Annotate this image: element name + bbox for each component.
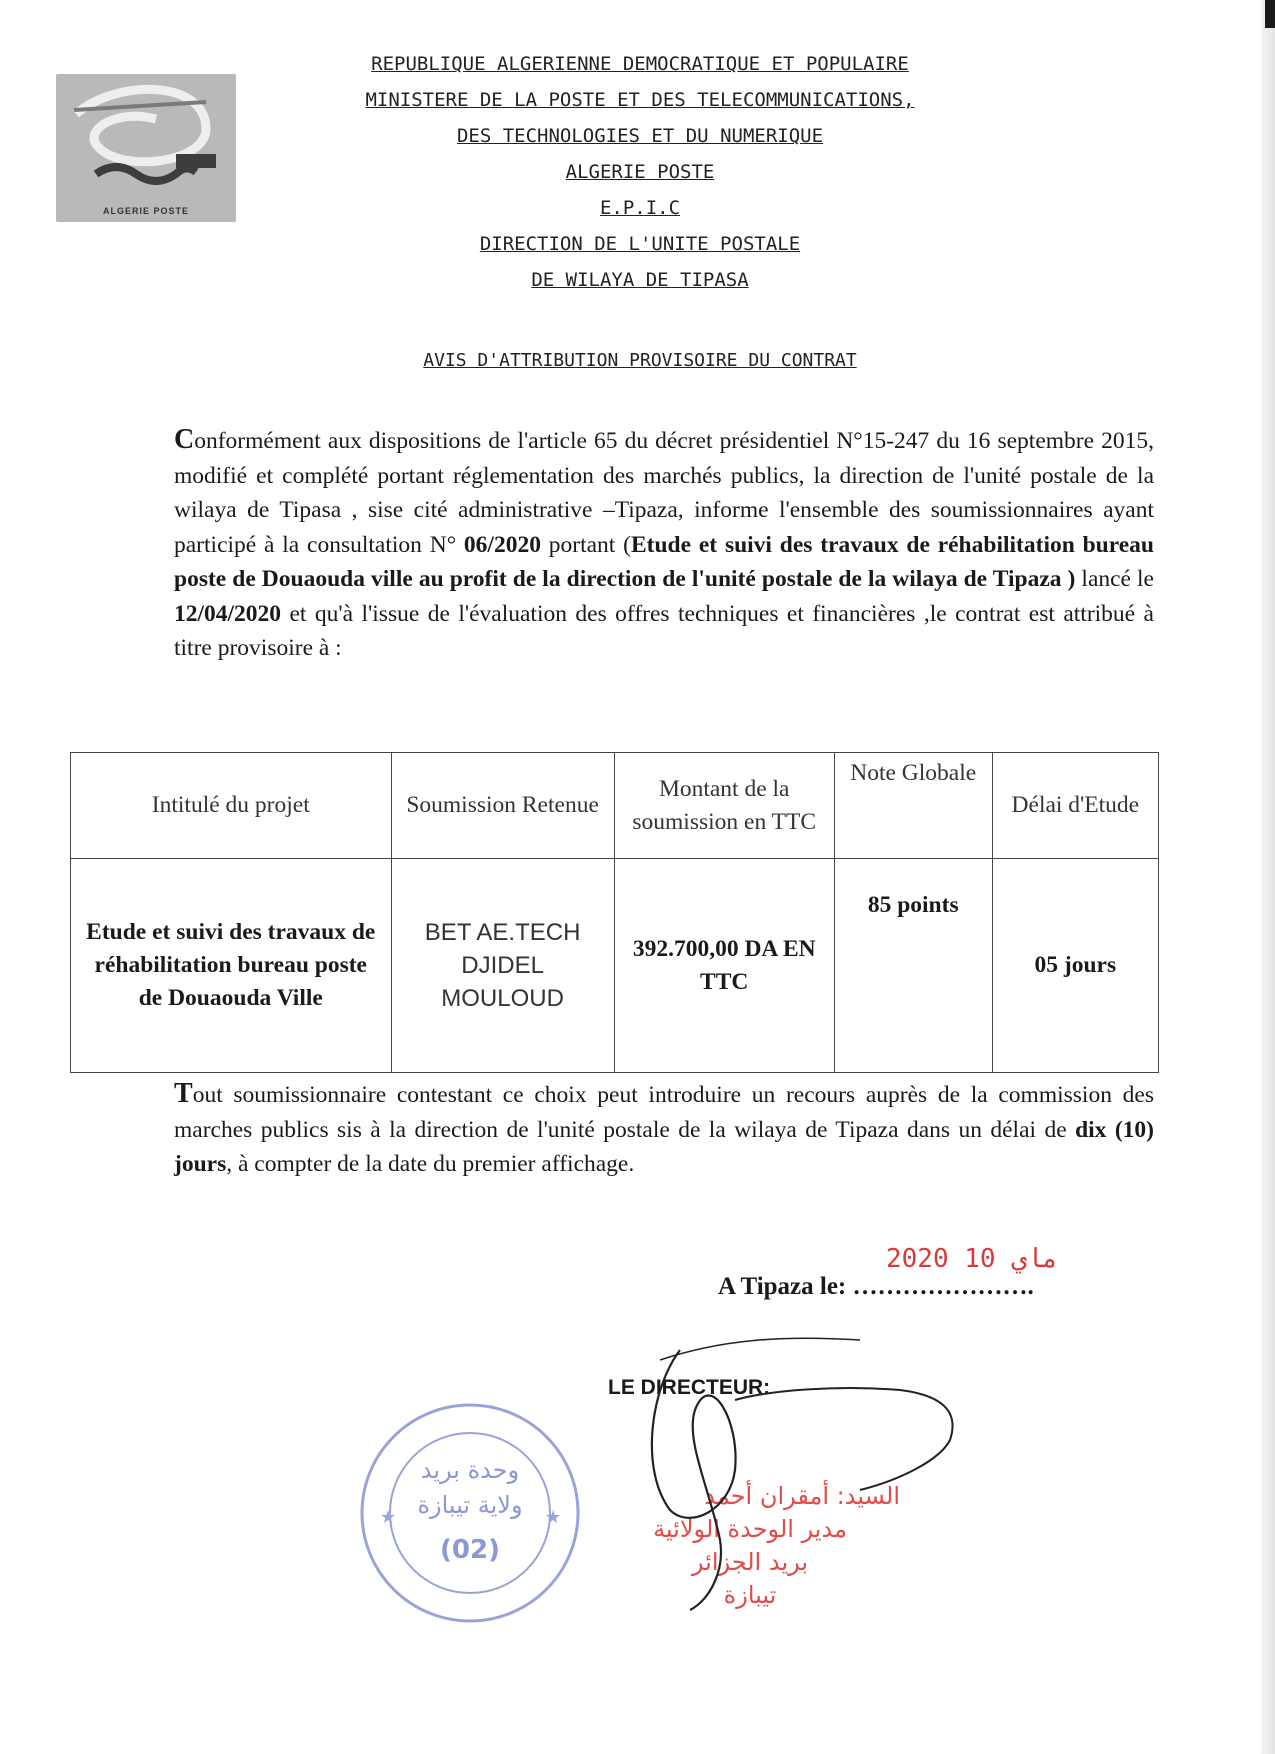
header-amount: Montant de la soumission en TTC: [614, 753, 834, 859]
table-row: [71, 859, 1159, 1073]
notice-title: AVIS D'ATTRIBUTION PROVISOIRE DU CONTRAT: [423, 350, 857, 371]
header-line-wilaya: DE WILAYA DE TIPASA: [531, 269, 749, 291]
project-title: Etude et suivi des travaux de réhabilitation bureau poste de Douaouda ville au profit de la direction de l'unité postale de la wilaya de Tipaza ): [174, 531, 1154, 592]
algerie-poste-logo: [56, 74, 236, 222]
intro-text-1: onformément aux dispositions de l'article 65 du décret présidentiel N°15-247 du 16 septembre 2015, modifié et complété portant réglementation des marchés publics, la direction de l'unité postale de la wilaya de Tipasa , sise cité administrative –Tipaza, informe l'ensemble des soumissionnaires ayant participé à la consultation N°: [174, 428, 1154, 558]
drop-letter: T: [174, 1078, 193, 1109]
corner-mark: [1265, 0, 1275, 28]
header-project: Intitulé du projet: [71, 753, 392, 859]
appeal-text-2: , à compter de la date du premier affichage.: [226, 1151, 635, 1177]
seal-number: (02): [440, 1535, 500, 1565]
director-label: LE DIRECTEUR:: [608, 1376, 771, 1399]
seal-line-2: ولاية تيبازة: [417, 1491, 523, 1519]
launch-date: 12/04/2020: [174, 600, 282, 627]
header-bidder: Soumission Retenue: [391, 753, 614, 859]
header-note: Note Globale: [834, 753, 992, 859]
page-edge: [1261, 0, 1275, 1754]
intro-paragraph: [174, 423, 1154, 666]
header-line-ministry: MINISTERE DE LA POSTE ET DES TELECOMMUNICATIONS,: [365, 89, 915, 111]
cell-amount: 392.700,00 DA EN TTC: [614, 859, 834, 1073]
header-delay: Délai d'Etude: [992, 753, 1158, 859]
header-line-technologies: DES TECHNOLOGIES ET DU NUMERIQUE: [456, 125, 824, 147]
cell-delay: 05 jours: [992, 859, 1158, 1073]
appeal-delay: dix (10) jours: [174, 1116, 1155, 1177]
handwritten-signature: [560, 1330, 980, 1620]
appeal-paragraph: [174, 1077, 1154, 1182]
intro-text-2: portant (: [540, 531, 631, 558]
stamp-line-2: مدير الوحدة الولائية: [653, 1515, 847, 1543]
seal-star-icon: ★: [380, 1507, 397, 1527]
date-stamp: 2020 ماي 10: [886, 1244, 1059, 1274]
award-table: [70, 752, 1159, 1073]
intro-text-3: lancé le: [1075, 566, 1154, 592]
seal-star-icon: ★: [545, 1507, 562, 1527]
cell-note: 85 points: [834, 859, 992, 1073]
appeal-text-1: out soumissionnaire contestant ce choix peut introduire un recours auprès de la commission des marches publics sis à la direction de l'unité postale de la wilaya de Tipaza dans un délai de: [174, 1082, 1154, 1143]
cell-bidder: BET AE.TECH DJIDEL MOULOUD: [391, 859, 614, 1073]
header-line-algerie-poste: ALGERIE POSTE: [565, 161, 715, 183]
stamp-line-4: تيبازة: [723, 1581, 777, 1609]
header-line-direction: DIRECTION DE L'UNITE POSTALE: [479, 233, 801, 255]
logo-emblem-icon: [56, 74, 236, 222]
header-line-republic: REPUBLIQUE ALGERIENNE DEMOCRATIQUE ET POPULAIRE: [371, 53, 909, 75]
stamp-line-1: السيد: أمقران أحمد: [704, 1482, 900, 1510]
consultation-number: 06/2020: [463, 531, 541, 558]
official-seal: [355, 1398, 585, 1628]
stamp-line-3: بريد الجزائر: [691, 1548, 809, 1576]
header-line-epic: E.P.I.C: [599, 197, 681, 219]
place-date: A Tipaza le: ………………….: [718, 1273, 1034, 1300]
intro-text-4: et qu'à l'issue de l'évaluation des offres techniques et financières ,le contrat est attribué à titre provisoire à :: [174, 600, 1154, 661]
table-header-row: [71, 753, 1159, 859]
seal-line-1: وحدة بريد: [420, 1456, 520, 1484]
drop-letter: C: [174, 424, 195, 455]
cell-project: Etude et suivi des travaux de réhabilitation bureau poste de Douaouda Ville: [71, 859, 392, 1073]
logo-caption: ALGERIE POSTE: [102, 206, 189, 216]
letterhead: [280, 46, 1000, 298]
